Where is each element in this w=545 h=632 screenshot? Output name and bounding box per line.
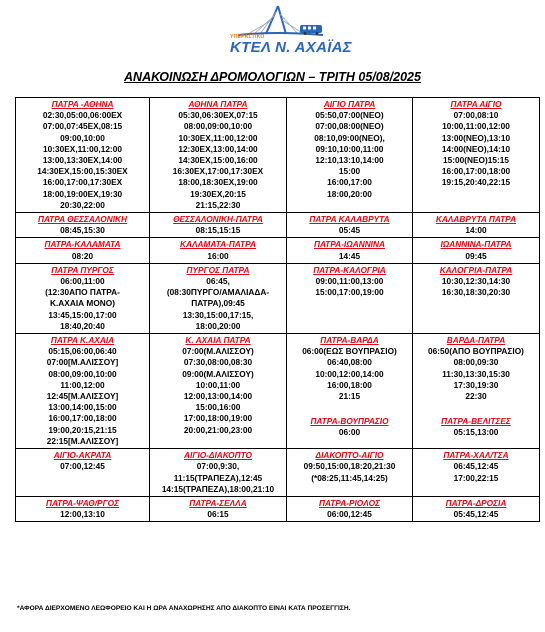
route-header: ΠΑΤΡΑ-ΚΑΛΑΜΑΤΑ <box>44 239 121 250</box>
route-header: ΠΑΤΡΑ -ΑΘΗΝΑ <box>51 99 114 109</box>
route-header: ΑΙΓΙΟ-ΑΚΡΑΤΑ <box>53 450 112 461</box>
route-cell <box>150 263 287 333</box>
route-times: 06:00,11:00 (12:30ΑΠΟ ΠΑΤΡΑ- Κ.ΑΧΑΙΑ ΜΟΝΟ) 13:45,15:00,17:00 18:40,20:40 <box>45 276 120 331</box>
schedule-table <box>15 97 540 522</box>
table-row <box>16 334 540 449</box>
route-header: ΒΑΡΔΑ-ΠΑΤΡΑ <box>446 335 506 346</box>
table-row <box>16 496 540 521</box>
route-times: 06:15 <box>207 509 229 520</box>
route-times: 06:50(ΑΠΟ ΒΟΥΠΡΑΣΙΟ) 08:00,09:30 11:30,13:30,15:30 17:30,19:30 22:30 <box>428 346 524 402</box>
route-header: ΚΑΛΑΜΑΤΑ-ΠΑΤΡΑ <box>179 239 257 250</box>
route-header: ΘΕΣΣΑΛΟΝΙΚΗ-ΠΑΤΡΑ <box>173 214 263 225</box>
route-times: 06:00,12:45 <box>327 509 372 520</box>
route-times: 06:45, (08:30ΠΥΡΓΟ/ΑΜΑΛΙΑΔΑ- ΠΑΤΡΑ),09:45 13:30,15:00,17:15, 18:00,20:00 <box>166 276 270 331</box>
route-times: 14:45 <box>338 250 361 261</box>
route-times: 06:45,12:45 17:00,22:15 <box>453 461 499 483</box>
logo-name: ΚΤΕΛ Ν. ΑΧΑΪΑΣ <box>230 39 352 56</box>
route-header: ΚΑΛΟΓΡΙΑ-ΠΑΤΡΑ <box>439 264 513 275</box>
route-cell <box>16 263 150 333</box>
route-header: ΠΥΡΓΟΣ ΠΑΤΡΑ <box>186 264 250 275</box>
route-cell <box>287 449 413 497</box>
route-header: ΙΩΑΝΝΙΝΑ-ΠΑΤΡΑ <box>440 239 512 250</box>
route-cell <box>413 238 540 263</box>
route-cell <box>413 263 540 333</box>
page-title: ΑΝΑΚΟΙΝΩΣΗ ΔΡΟΜΟΛΟΓΙΩΝ – ΤΡΙΤΗ 05/08/2025 <box>124 70 421 84</box>
route-times: 07:00,08:10 10:00,11:00,12:00 13:00(ΝΕΟ),13:10 14:00(ΝΕΟ),14:10 15:00(ΝΕΟ)15:15 16:00,17:00,18:00 19:15,20:40,22:15 <box>441 110 511 188</box>
route-header: ΠΑΤΡΑ ΑΙΓΙΟ <box>450 99 502 109</box>
route-cell <box>150 496 287 521</box>
route-header: ΠΑΤΡΑ-ΒΟΥΠΡΑΣΙΟ <box>310 416 389 427</box>
table-row <box>16 449 540 497</box>
route-times: 07:00(Μ.ΑΛΙΣΣΟΥ) 07:30,08:00,08:30 09:00(Μ.ΑΛΙΣΣΟΥ) 10:00,11:00 12:00,13:00,14:00 15:00,16:00 17:00,18:00,19:00 20:00,21:00,23:00 <box>182 346 254 435</box>
route-header: ΠΑΤΡΑ-ΧΑΛ/ΤΣΑ <box>443 450 509 461</box>
route-header: ΠΑΤΡΑ Κ.ΑΧΑΙΑ <box>50 335 115 346</box>
logo-subtitle: ΥΠΕΡΑΣΤΙΚΟ <box>230 34 265 40</box>
route-cell <box>413 496 540 521</box>
route-header: ΠΑΤΡΑ-ΔΡΟΣΙΑ <box>445 497 507 508</box>
footnote: *ΑΦΟΡΑ ΔΙΕΡΧΟΜΕΝΟ ΛΕΩΦΟΡΕΙΟ ΚΑΙ Η ΩΡΑ ΑΝΑΧΩΡΗΣΗΣ ΑΠΟ ΔΙΑΚΟΠΤΟ ΕΙΝΑΙ ΚΑΤΑ ΠΡΟΣΕΓΓΙΣΗ. <box>17 605 351 612</box>
route-times: 02:30,05:00,06:00ΕΧ 07:00,07:45ΕΧ,08:15 09:00,10:00 10:30ΕΧ,11:00,12:00 13:00,13:30ΕΧ,14:00 14:30ΕΧ,15:00,15:30ΕΧ 16:00,17:00,17:30ΕΧ 18:00,19:00ΕΧ,19:30 20:30,22:00 <box>37 110 128 210</box>
route-times: 09:00,11:00,13:00 15:00,17:00,19:00 <box>315 276 384 298</box>
route-cell <box>413 213 540 238</box>
route-cell <box>287 496 413 521</box>
route-header: ΑΘΗΝΑ ΠΑΤΡΑ <box>188 99 248 109</box>
route-times: 08:20 <box>71 250 94 261</box>
route-header: ΠΑΤΡΑ-ΣΕΛΛΑ <box>189 497 247 508</box>
route-cell <box>287 98 413 213</box>
route-times: 05:45 <box>338 225 361 236</box>
route-cell <box>413 334 540 449</box>
route-header: Κ. ΑΧΑΙΑ ΠΑΤΡΑ <box>185 335 251 346</box>
route-cell <box>16 334 150 449</box>
route-cell <box>16 213 150 238</box>
route-times: 09:50,15:00,18:20,21:30 (*08:25,11:45,14:25) <box>303 461 396 483</box>
route-cell <box>413 449 540 497</box>
route-cell <box>287 334 413 449</box>
route-times: 12:00,13:10 <box>60 509 105 520</box>
route-header: ΠΑΤΡΑ-ΒΑΡΔΑ <box>320 335 379 346</box>
route-cell <box>16 98 150 213</box>
route-times: 05:15,13:00 <box>453 427 499 438</box>
route-cell <box>287 263 413 333</box>
route-cell <box>150 334 287 449</box>
route-header: ΚΑΛΑΒΡΥΤΑ ΠΑΤΡΑ <box>435 214 517 225</box>
table-row <box>16 263 540 333</box>
route-header: ΑΙΓΙΟ ΠΑΤΡΑ <box>323 99 376 109</box>
route-header: ΠΑΤΡΑ ΚΑΛΑΒΡΥΤΑ <box>309 214 390 225</box>
route-cell <box>16 449 150 497</box>
table-row <box>16 213 540 238</box>
route-cell <box>287 213 413 238</box>
route-times: 05:50,07:00(ΝΕΟ) 07:00,08:00(ΝΕΟ) 08:10,09:00(ΝΕΟ), 09:10,10:00,11:00 12:10,13:10,14:00 15:00 16:00,17:00 18:00,20:00 <box>314 110 385 199</box>
route-header: ΠΑΤΡΑ-ΙΩΑΝΝΙΝΑ <box>314 239 385 250</box>
route-cell <box>150 213 287 238</box>
route-cell <box>16 496 150 521</box>
route-times: 05:30,06:30ΕΧ,07:15 08:00,09:00,10:00 10:30ΕΧ,11:00,12:00 12:30ΕΧ,13:00,14:00 14:30ΕΧ,15:00,16:00 16:30ΕΧ,17:00,17:30ΕΧ 18:00,18:30ΕΧ,19:00 19:30ΕΧ,20:15 21:15,22:30 <box>172 110 264 210</box>
route-cell <box>16 238 150 263</box>
route-header: ΔΙΑΚΟΠΤΟ-ΑΙΓΙΟ <box>315 450 384 461</box>
route-times: 14:00 <box>465 225 487 236</box>
route-cell <box>150 238 287 263</box>
route-cell <box>413 98 540 213</box>
route-times: 07:00,12:45 <box>60 461 105 472</box>
route-times: 05:45,12:45 <box>453 509 499 520</box>
route-times: 05:15,06:00,06:40 07:00[Μ.ΑΛΙΣΣΟΥ] 08:00,09:00,10:00 11:00,12:00 12:45[Μ.ΑΛΙΣΣΟΥ] 13:00,14:00,15:00 16:00,17:00,18:00 19:00,20:15,21:15 22:15[Μ.ΑΛΙΣΣΟΥ] <box>46 346 119 446</box>
table-row <box>16 98 540 213</box>
route-header: ΠΑΤΡΑ-ΚΑΛΟΓΡΙΑ <box>313 264 386 275</box>
route-header: ΑΙΓΙΟ-ΔΙΑΚΟΠΤΟ <box>184 450 252 461</box>
route-times: 07:00,9:30, 11:15(ΤΡΑΠΕΖΑ),12:45 14:15(ΤΡΑΠΕΖΑ),18:00,21:10 <box>161 461 275 494</box>
route-times: 06:00(ΕΩΣ ΒΟΥΠΡΑΣΙΟ) 06:40,08:00 10:00,12:00,14:00 16:00,18:00 21:15 <box>302 346 397 402</box>
route-times: 08:45,15:30 <box>60 225 105 236</box>
route-header: ΠΑΤΡΑ-ΨΑΘ/ΡΓΟΣ <box>45 497 120 508</box>
route-times: 16:00 <box>207 250 229 261</box>
route-cell <box>287 238 413 263</box>
route-cell <box>150 449 287 497</box>
table-row <box>16 238 540 263</box>
route-cell <box>150 98 287 213</box>
ktel-logo <box>228 4 358 64</box>
route-times: 06:00 <box>338 427 361 438</box>
route-times: 10:30,12:30,14:30 16:30,18:30,20:30 <box>441 276 511 298</box>
route-header: ΠΑΤΡΑ-ΒΕΛΙΤΣΕΣ <box>441 416 511 427</box>
route-times: 08:15,15:15 <box>195 225 241 236</box>
route-header: ΠΑΤΡΑ ΘΕΣΣΑΛΟΝΙΚΗ <box>37 214 128 225</box>
route-header: ΠΑΤΡΑ ΠΥΡΓΟΣ <box>51 264 114 275</box>
route-times: 09:45 <box>465 250 487 261</box>
route-header: ΠΑΤΡΑ-ΡΙΟΛΟΣ <box>319 497 380 508</box>
